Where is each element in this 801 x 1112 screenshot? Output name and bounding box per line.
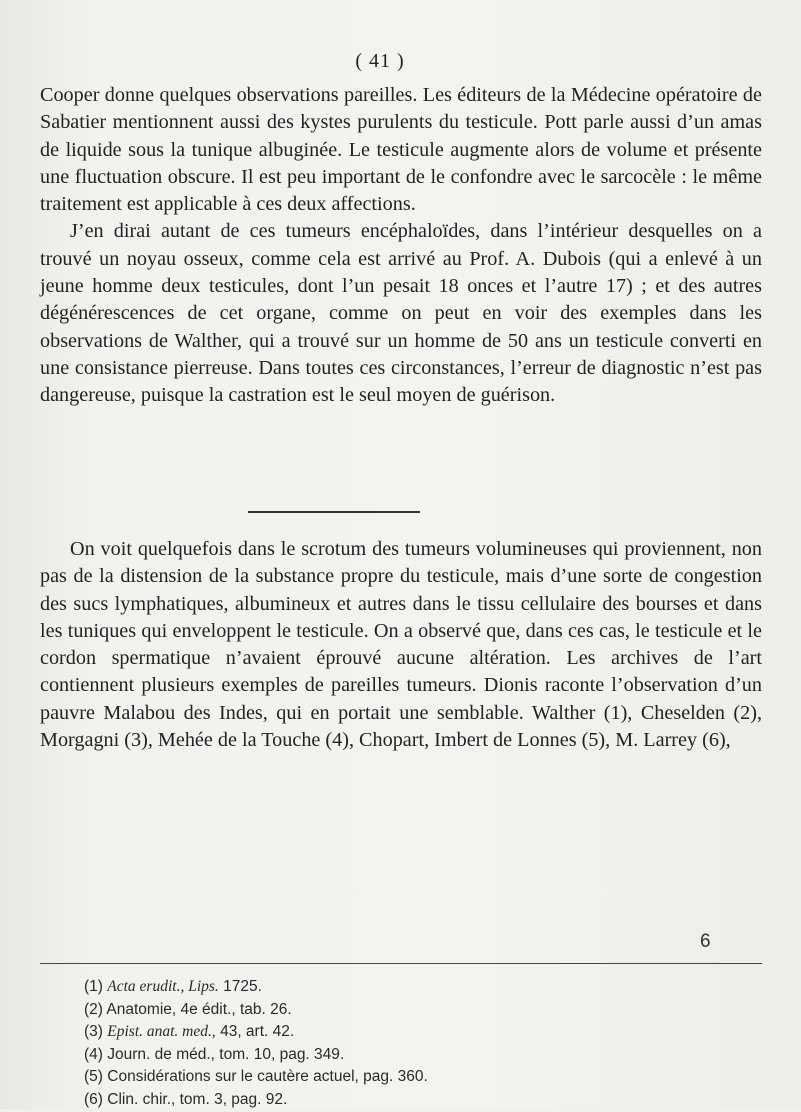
footnote-text: Anatomie, 4e édit., tab. 26. [106,1000,292,1018]
footnote-5 [84,1066,724,1089]
footnote-marker: (3) [84,1023,103,1041]
footnote-text: 1725. [218,978,262,995]
footnote-6 [84,1089,724,1112]
footnote-text: Journ. de méd., tom. 10, pag. 349. [107,1045,345,1063]
footnote-3 [84,1021,724,1044]
top-text-block [40,82,762,410]
footnote-marker: (5) [84,1068,103,1086]
signature-mark: 6 [700,931,711,952]
footnote-2 [84,999,724,1022]
footnote-4 [84,1044,724,1067]
section-divider-rule [248,511,420,513]
footnote-1 [84,976,724,999]
footnotes-list [84,976,724,1112]
footnote-title: Acta erudit., Lips. [107,978,219,995]
footnote-text: Considérations sur le cautère actuel, pag. 360. [107,1068,428,1086]
bottom-text-block [40,536,762,754]
footnote-title: Epist. anat. med., [107,1023,216,1041]
footnote-text: 43, art. 42. [215,1023,295,1041]
footnote-marker: (2) [84,1000,103,1018]
footnote-marker: (6) [84,1090,103,1108]
footnote-marker: (1) [84,978,103,995]
paragraph-encephaloides: J’en dirai autant de ces tumeurs encéphaloïdes, dans l’intérieur desquelles on a trouvé un noyau osseux, comme cela est arrivé au Prof. A. Dubois (qui a enlevé à un jeune homme deux testicules, dont l’un pesait 18 onces et l’autre 17) ; et des autres dégénérescences de cet organe, comme on peut en voir des exemples dans les observations de Walther, qui a trouvé sur un homme de 50 ans un testicule converti en une consistance pierreuse. Dans toutes ces circonstances, l’erreur de diagnostic n’est pas dangereuse, puisque la castration est le seul moyen de guérison. [40,220,762,407]
footnote-text: Clin. chir., tom. 3, pag. 92. [107,1090,288,1108]
paragraph-scrotum-tumeurs: On voit quelquefois dans le scrotum des tumeurs volumineuses qui proviennent, non pas de la distension de la substance propre du testicule, mais d’une sorte de congestion des sucs lymphatiques, albumineux et autres dans le tissu cellulaire des bourses et dans les tuniques qui enveloppent le testicule. On a observé que, dans ces cas, le testicule et le cordon spermatique n’avaient éprouvé aucune altération. Les archives de l’art contiennent plusieurs exemples de pareilles tumeurs. Dionis raconte l’observation d’un pauvre Malabou des Indes, qui en portait une semblable. Walther (1), Cheselden (2), Morgagni (3), Mehée de la Touche (4), Chopart, Imbert de Lonnes (5), M. Larrey (6), [40,538,762,752]
footnote-marker: (4) [84,1045,103,1063]
page-number: ( 41 ) [355,50,405,72]
footnote-divider-rule [40,963,762,964]
paragraph-cooper: Cooper donne quelques observations pareilles. Les éditeurs de la Médecine opératoire de Sabatier mentionnent aussi des kystes purulents du testicule. Pott parle aussi d’un amas de liquide sous la tunique albuginée. Le testicule augmente alors de volume et présente une fluctuation obscure. Il est peu important de le confondre avec le sarcocèle : le même traitement est applicable à ces deux affections. [40,84,762,216]
